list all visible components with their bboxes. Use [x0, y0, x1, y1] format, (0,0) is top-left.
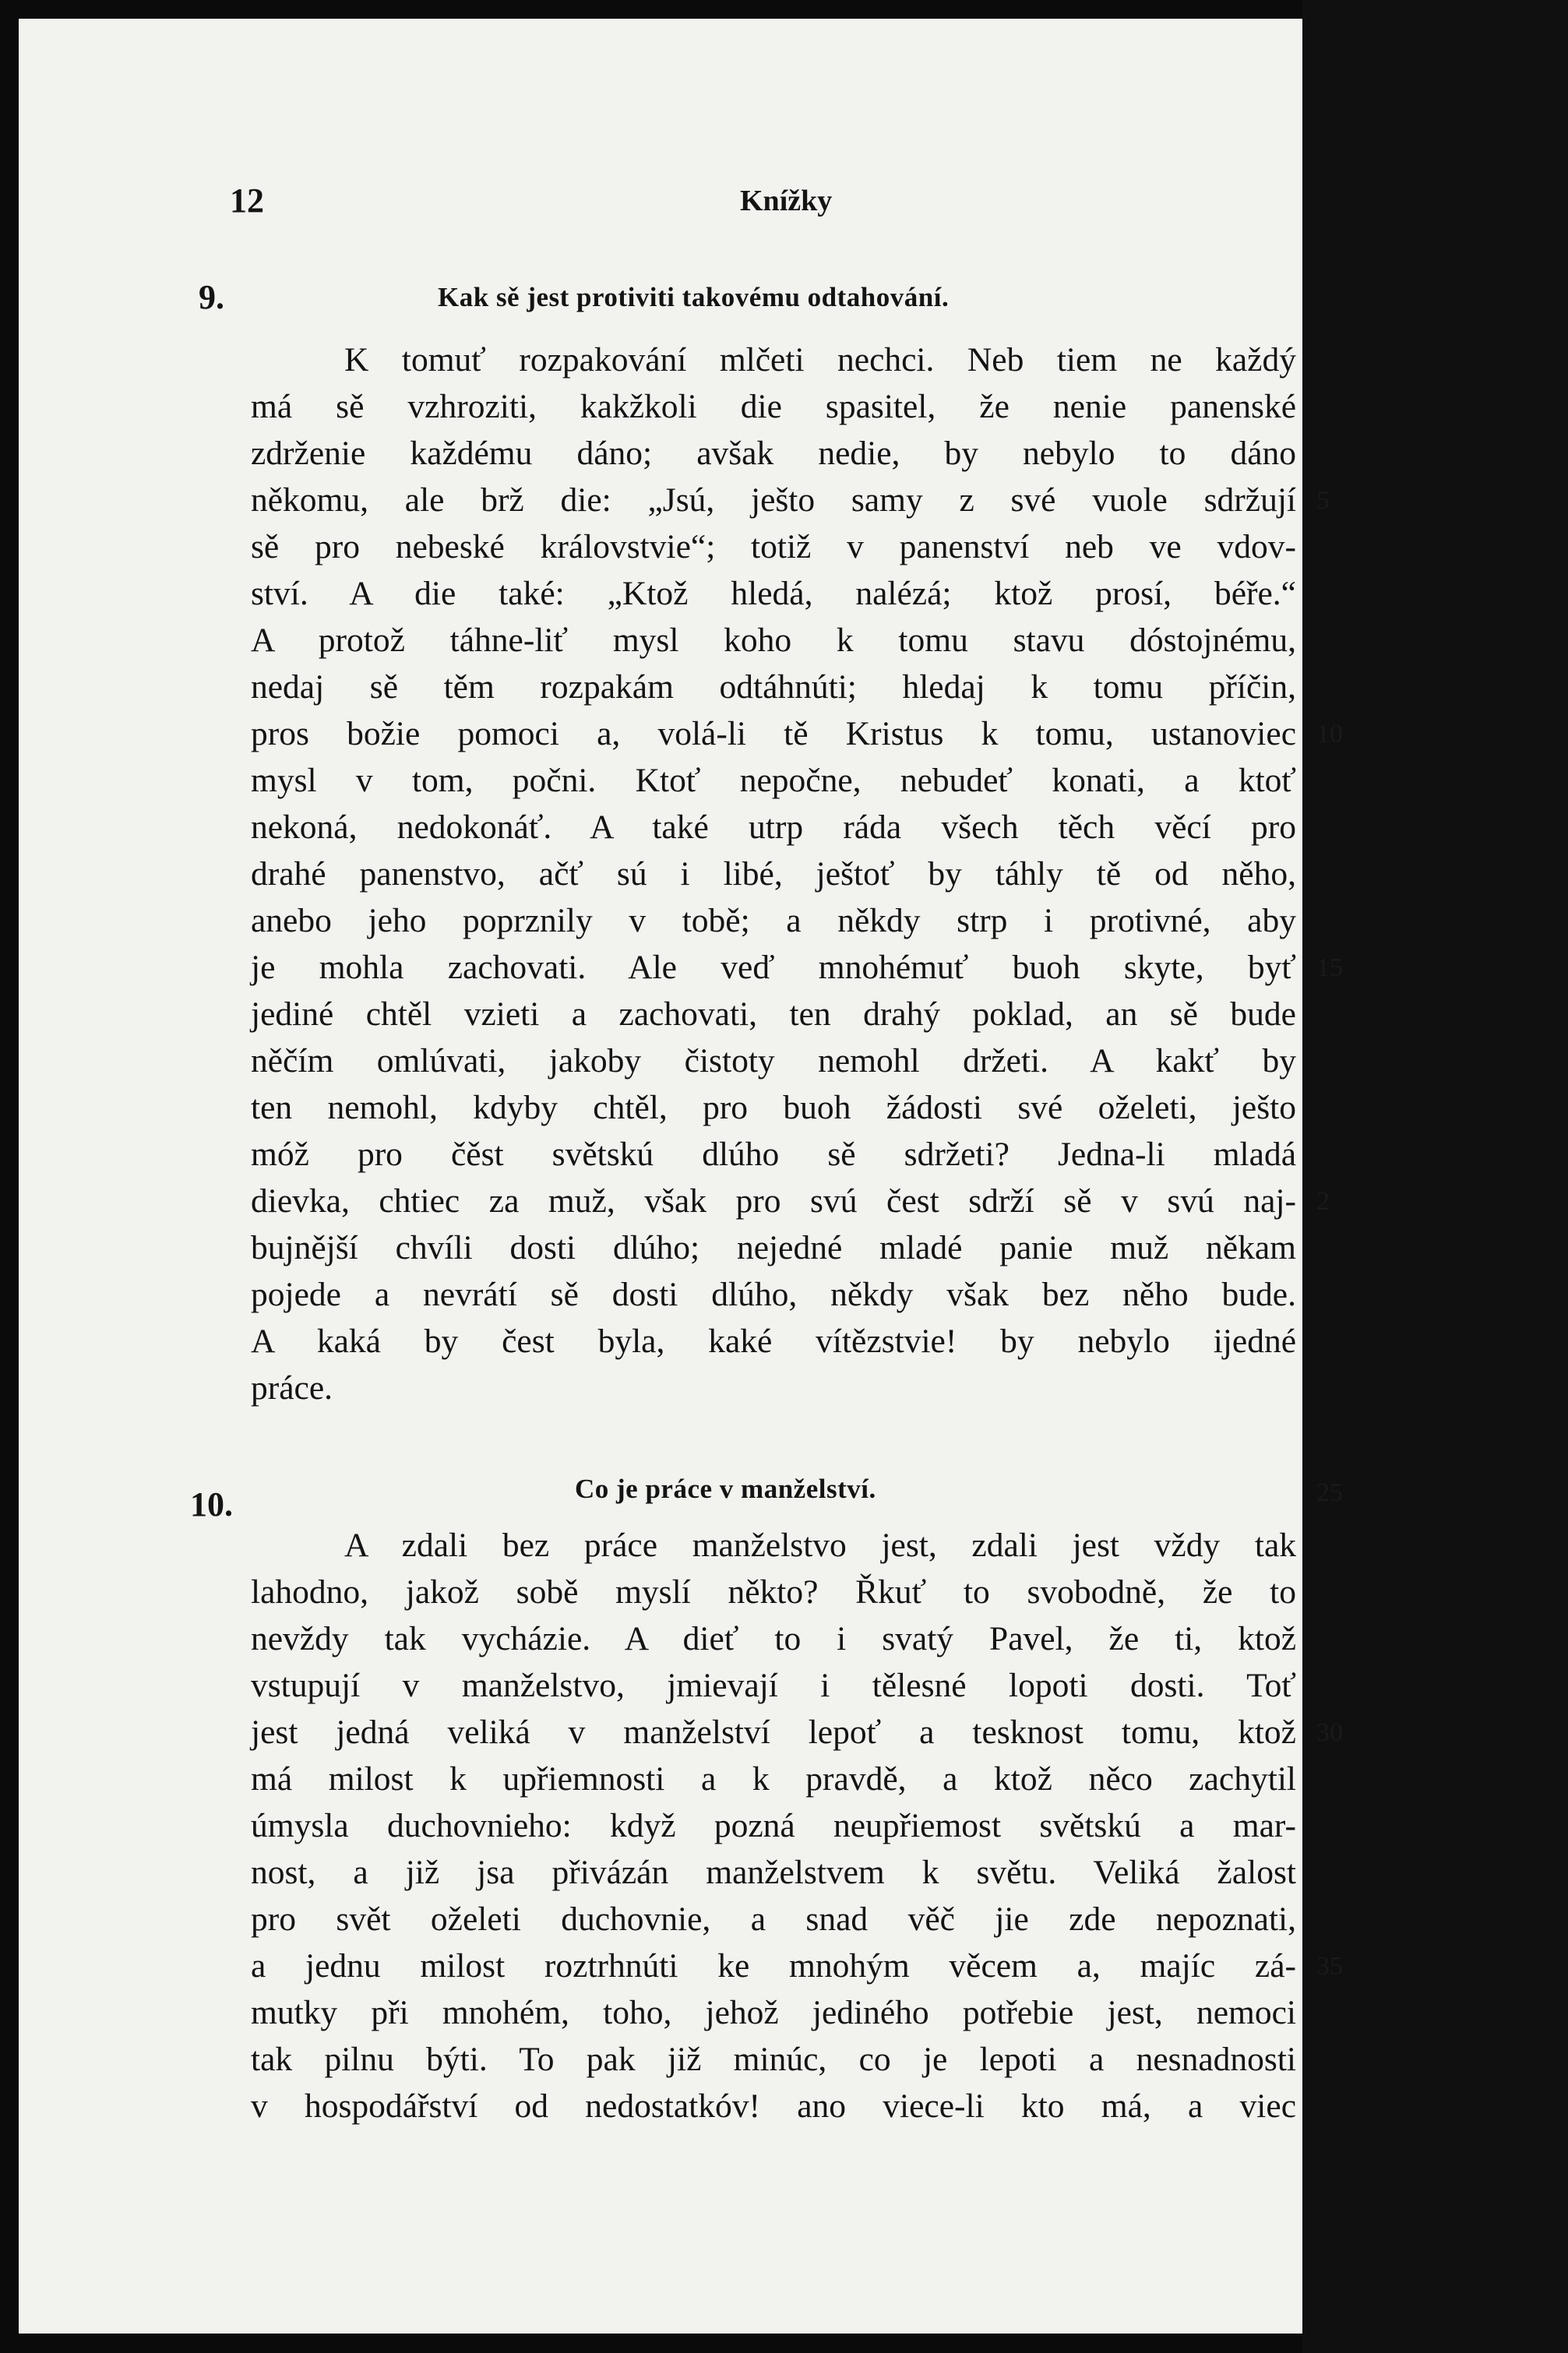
text-line: ství. A die také: „Ktož hledá, nalézá; ktož prosí, béře.“ [251, 575, 1296, 612]
text-line: K tomuť rozpakování mlčeti nechci. Neb tiem ne každý [344, 341, 1296, 379]
text-line: zdrženie každému dáno; avšak nedie, by nebylo to dáno [251, 435, 1296, 472]
section-number: 10. [190, 1485, 233, 1523]
text-line: jediné chtěl vzieti a zachovati, ten drahý poklad, an sě bude [251, 995, 1296, 1033]
text-line: A zdali bez práce manželstvo jest, zdali jest vždy tak [344, 1527, 1296, 1564]
text-line: nevždy tak vycházie. A dieť to i svatý Pavel, že ti, ktož [251, 1620, 1296, 1657]
text-line: anebo jeho poprznily v tobě; a někdy strp i protivné, aby [251, 902, 1296, 939]
text-line: nost, a již jsa přivázán manželstvem k světu. Veliká žalost [251, 1854, 1296, 1891]
text-line: nekoná, nedokonáť. A také utrp ráda všech těch věcí pro [251, 808, 1296, 846]
text-line: někomu, ale brž die: „Jsú, ješto samy z své vuole sdržují [251, 481, 1296, 519]
margin-line-number: 5 [1316, 486, 1330, 515]
margin-line-number: 15 [1316, 953, 1343, 982]
text-line: bujnější chvíli dosti dlúho; nejedné mladé panie muž někam [251, 1229, 1296, 1266]
section-title: Co je práce v manželství. [575, 1474, 876, 1504]
text-line: tak pilnu býti. To pak již minúc, co je lepoti a nesnadnosti [251, 2041, 1296, 2078]
text-line: A protož táhne-liť mysl koho k tomu stavu dóstojnému, [251, 622, 1296, 659]
text-line: mysl v tom, počni. Ktoť nepočne, nebudeť konati, a ktoť [251, 762, 1296, 799]
section-number: 9. [199, 278, 224, 316]
text-line: má milost k upřiemnosti a k pravdě, a ktož něco zachytil [251, 1760, 1296, 1798]
text-line: je mohla zachovati. Ale veď mnohémuť buoh skyte, byť [251, 949, 1296, 986]
text-line: nedaj sě těm rozpakám odtáhnúti; hledaj k tomu příčin, [251, 668, 1296, 706]
text-line: pro svět oželeti duchovnie, a snad věč jie zde nepoznati, [251, 1900, 1296, 1938]
text-line: v hospodářství od nedostatkóv! ano viece-li kto má, a viec [251, 2087, 1296, 2125]
running-title: Knížky [740, 185, 833, 217]
text-line: a jednu milost roztrhnúti ke mnohým věcem a, majíc zá- [251, 1947, 1296, 1985]
text-line: lahodno, jakož sobě myslí někto? Řkuť to svobodně, že to [251, 1573, 1296, 1611]
text-line: má sě vzhroziti, kakžkoli die spasitel, že nenie panenské [251, 388, 1296, 425]
text-line: pros božie pomoci a, volá-li tě Kristus k tomu, ustanoviec [251, 715, 1296, 752]
text-line: pojede a nevrátí sě dosti dlúho, někdy však bez něho bude. [251, 1276, 1296, 1313]
margin-line-number: 2 [1316, 1187, 1330, 1216]
text-line: A kaká by čest byla, kaké vítězstvie! by nebylo ijedné [251, 1323, 1296, 1360]
text-line: práce. [251, 1369, 333, 1407]
text-line: sě pro nebeské královstvie“; totiž v panenství neb ve vdov- [251, 528, 1296, 565]
margin-line-number: 35 [1316, 1952, 1343, 1981]
text-line: úmysla duchovnieho: když pozná neupřiemost světskú a mar- [251, 1807, 1296, 1844]
margin-line-number: 30 [1316, 1718, 1343, 1747]
page-number: 12 [230, 181, 264, 220]
text-line: ten nemohl, kdyby chtěl, pro buoh žádosti své oželeti, ješto [251, 1089, 1296, 1126]
scan-edge [1302, 0, 1568, 2353]
margin-line-number: 10 [1316, 720, 1343, 749]
text-line: jest jedná veliká v manželství lepoť a tesknost tomu, ktož [251, 1714, 1296, 1751]
margin-line-number: 25 [1316, 1478, 1343, 1507]
text-line: móž pro čěst světskú dlúho sě sdržeti? Jedna-li mladá [251, 1136, 1296, 1173]
text-line: drahé panenstvo, ačť sú i libé, ještoť by táhly tě od něho, [251, 855, 1296, 893]
text-line: vstupují v manželstvo, jmievají i tělesné lopoti dosti. Toť [251, 1667, 1296, 1704]
text-line: dievka, chtiec za muž, však pro svú čest sdrží sě v svú naj- [251, 1182, 1296, 1220]
text-line: mutky při mnohém, toho, jehož jediného potřebie jest, nemoci [251, 1994, 1296, 2031]
text-line: něčím omlúvati, jakoby čistoty nemohl držeti. A kakť by [251, 1042, 1296, 1080]
section-title: Kak sě jest protiviti takovému odtahování. [438, 282, 950, 312]
